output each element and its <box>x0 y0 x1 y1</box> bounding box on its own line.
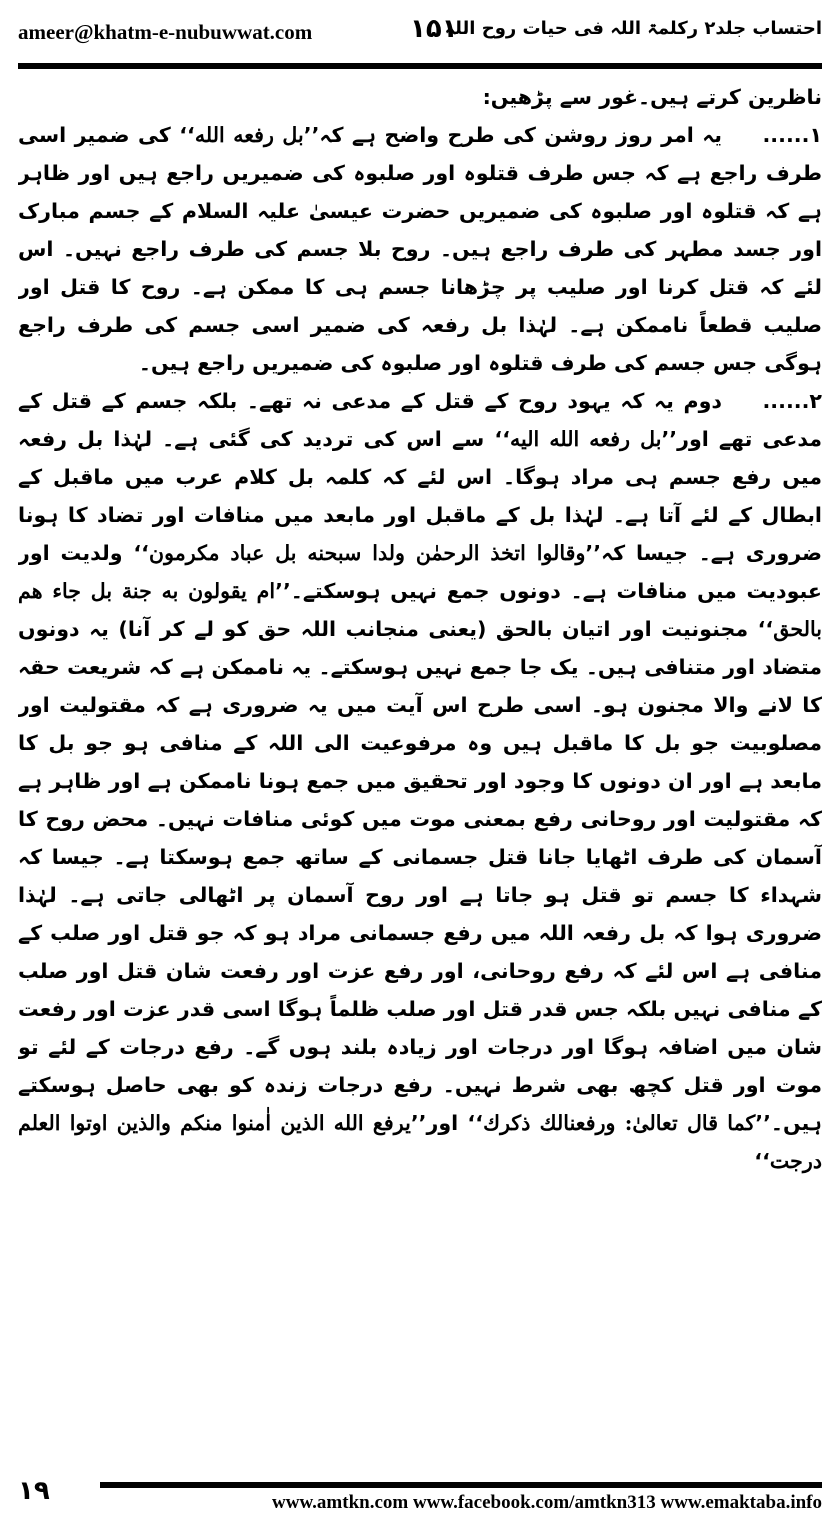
point-2-text-d: ‘‘ مجنونیت اور اتیان بالحق (یعنی منجانب اللہ حق کو لے کر آنا) یہ دونوں متضاد اور متنافی ہیں۔ یک جا جمع نہیں ہوسکتے۔ یہ ناممکن ہے کہ شریعت حقہ کا لانے والا مجنون ہو۔ اسی طرح اس آیت میں یہ ضروری ہے کہ مقتولیت اور مصلوبیت جو بل کا ماقبل ہیں وہ مرفوعیت الی اللہ کے منافی ہو جو بل کا مابعد ہے اور ان دونوں کا وجود اور تحقیق میں جمع ہونا ناممکن ہے اور ظاہر ہے کہ مقتولیت اور روحانی رفع بمعنی موت میں کوئی منافات نہیں۔ محض روح کا آسمان کی طرف اٹھایا جانا قتل جسمانی کے ساتھ جمع ہوسکتا ہے۔ جیسا کہ شہداء کا جسم تو قتل ہو جاتا ہے اور روح آسمان پر اٹھالی جاتی ہے۔ لہٰذا ضروری ہوا کہ بل رفعہ اللہ میں رفع جسمانی مراد ہو کہ جو قتل اور صلب کے منافی ہے اس لئے کہ رفع روحانی، اور رفع عزت اور رفعت شان قتل اور صلب کے منافی نہیں بلکہ جس قدر قتل اور صلب ظلماً ہوگا اسی قدر عزت اور رفعت شان میں اضافہ ہوگا اور درجات اور زیادہ بلند ہوں گے۔ رفع درجات کے لئے تو موت اور قتل کچھ بھی شرط نہیں۔ رفع درجات زندہ کو بھی حاصل ہوسکتے ہیں۔’’ <box>18 617 822 1135</box>
quran-quote: كما قال تعالىٰ: ورفعنالك ذكرك <box>483 1111 756 1135</box>
point-2-text-e: ‘‘ اور’’ <box>410 1111 484 1135</box>
footer-folio: ۱۹ <box>18 1476 50 1506</box>
body-text <box>18 78 822 1446</box>
header-rule <box>18 63 822 69</box>
point-2-text-f: ‘‘ <box>754 1149 770 1173</box>
point-2-marker: ۲...... <box>762 389 822 413</box>
page-header <box>18 8 822 60</box>
point-2-text-c: ‘‘ ولدیت اور عبودیت میں منافات ہے۔ دونوں جمع نہیں ہوسکتے۔’’ <box>18 541 822 603</box>
header-page-number: ۱۵۱ <box>410 14 458 44</box>
quran-quote: بل رفعه الله اليه <box>510 427 662 451</box>
quran-quote: بل رفعه الله <box>194 123 304 147</box>
point-2 <box>18 382 822 1180</box>
footer-rule <box>100 1482 822 1488</box>
quran-quote: يرفع الله الذين اٰمنوا منكم والذين اوتوا العلم درجت <box>18 1111 822 1173</box>
point-1-text-b: ‘‘ کی ضمیر اسی طرف راجع ہے کہ جس طرف قتلوہ اور صلبوہ کی ضمیریں راجع ہیں اور ظاہر ہے کہ قتلوہ اور صلبوہ کی ضمیریں حضرت عیسیٰ علیہ السلام کے جسم مبارک اور جسد مطہر کی طرف راجع ہیں۔ روح بلا جسم کی طرف راجع نہیں۔ اس لئے کہ قتل کرنا اور صلیب پر چڑھانا جسم ہی کا ممکن ہے۔ روح کا قتل اور صلیب قطعاً ناممکن ہے۔ لہٰذا بل رفعہ کی ضمیر اسی جسم کی طرف راجع ہوگی جس جسم کی طرف قتلوہ اور صلبوہ کی ضمیریں راجع ہیں۔ <box>18 123 822 375</box>
header-email: ameer@khatm-e-nubuwwat.com <box>18 20 313 44</box>
point-2-text-a: دوم یہ کہ یہود روح کے قتل کے مدعی نہ تھے۔ بلکہ جسم کے قتل کے مدعی تھے اور’’ <box>18 389 822 451</box>
point-2-text-b: ‘‘ سے اس کی تردید کی گئی ہے۔ لہٰذا بل رفعہ میں رفع جسم ہی مراد ہوگا۔ اس لئے کہ کلمہ بل کلام عرب میں ماقبل کے ابطال کے لئے آتا ہے۔ لہٰذا بل کے ماقبل اور مابعد میں منافات اور تضاد کا ہونا ضروری ہے۔ جیسا کہ’’ <box>18 427 822 565</box>
point-1-marker: ۱...... <box>762 123 822 147</box>
quran-quote: وقالوا اتخذ الرحمٰن ولدا سبحنه بل عباد مكرمون <box>149 541 586 565</box>
quran-quote: ام يقولون به جنة بل جاء هم بالحق <box>18 579 822 641</box>
header-running-title: احتساب جلد۲ رکلمۃ اللہ فی حیات روح اللہ <box>444 18 822 39</box>
page-footer <box>18 1474 822 1524</box>
footer-links: www.amtkn.com www.facebook.com/amtkn313 www.emaktaba.info <box>272 1492 822 1513</box>
point-1-text-a: یہ امر روز روشن کی طرح واضح ہے کہ’’ <box>303 123 723 147</box>
intro-line: ناظرین کرتے ہیں۔غور سے پڑھیں: <box>482 85 822 109</box>
point-1 <box>18 116 822 382</box>
